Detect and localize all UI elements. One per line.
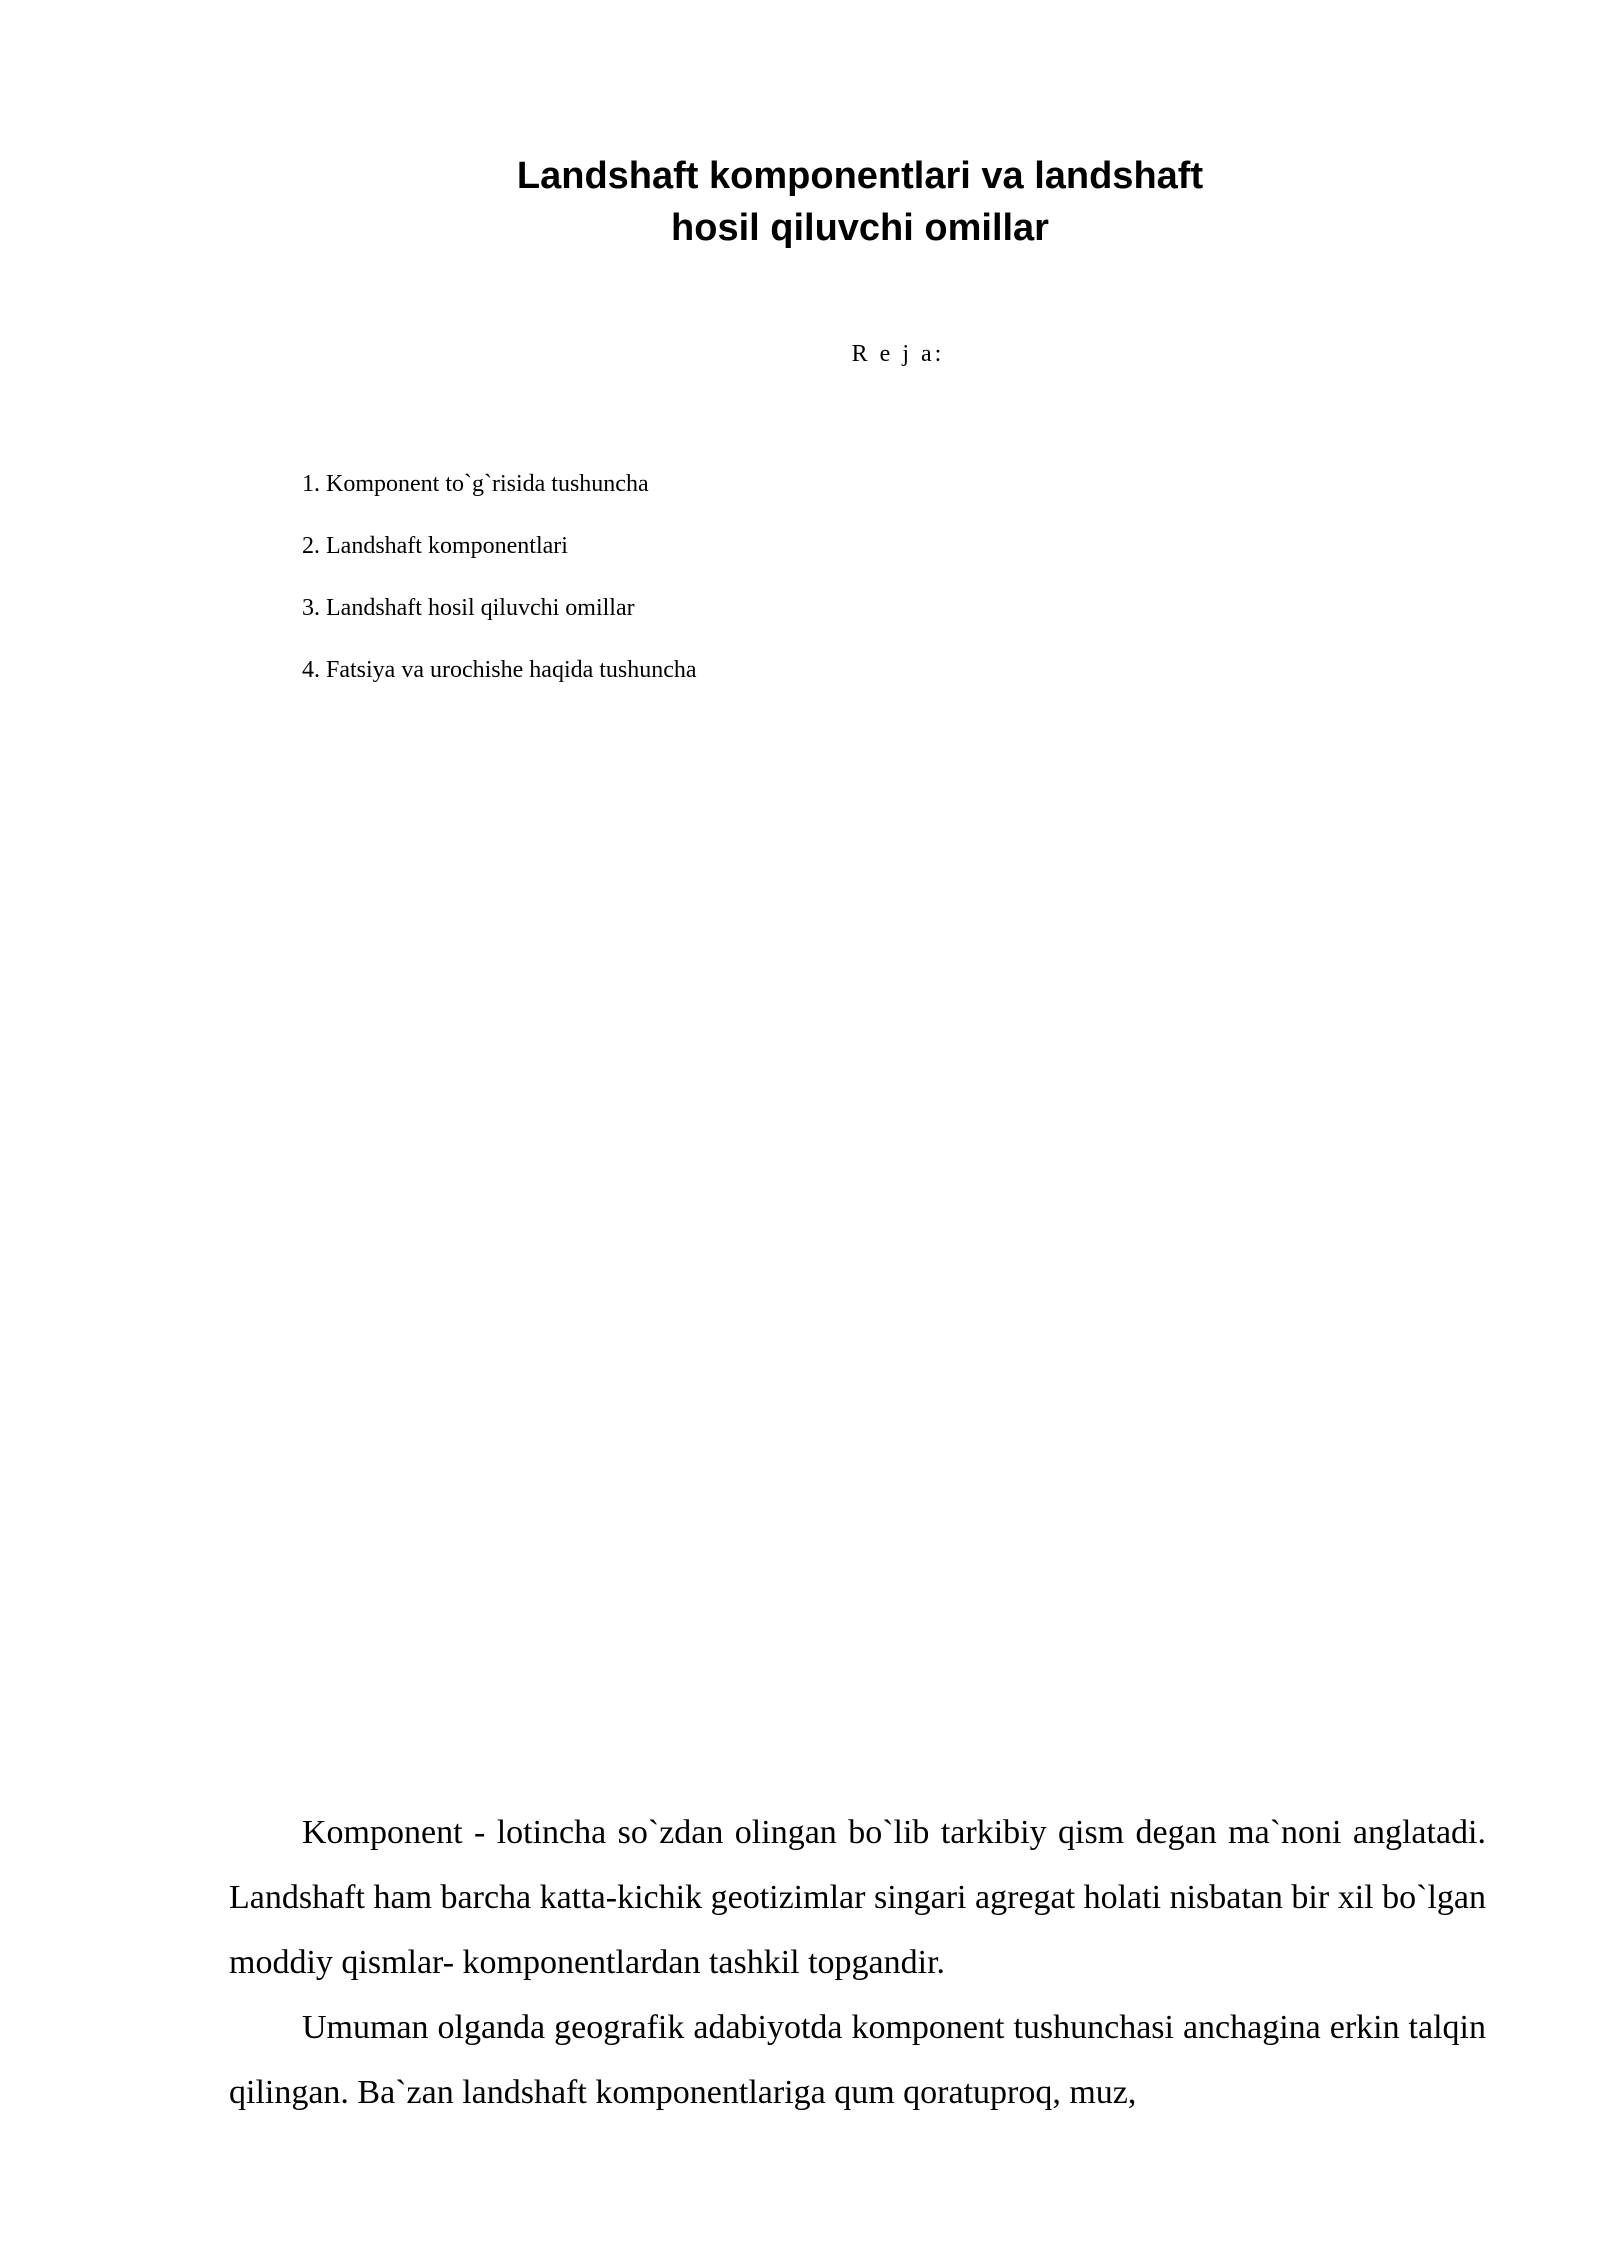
plan-item: 3. Landshaft hosil qiluvchi omillar <box>302 595 635 621</box>
plan-heading: R e j a: <box>851 341 945 367</box>
paragraph: Komponent - lotincha so`zdan olingan bo`lib tarkibiy qism degan ma`noni anglatadi. Landshaft ham barcha katta-kichik geotizimlar singari agregat holati nisbatan bir xil bo`lgan moddiy qismlar- komponentlardan tashkil topgandir. <box>229 1814 1486 1981</box>
plan-item: 4. Fatsiya va urochishe haqida tushuncha <box>302 657 697 683</box>
document-title <box>0 150 1600 254</box>
body-text <box>229 1800 1486 2125</box>
paragraph: Umuman olganda geografik adabiyotda komponent tushunchasi anchagina erkin talqin qilingan. Ba`zan landshaft komponentlariga qum qoratuproq, muz, <box>229 2009 1486 2111</box>
plan-item: 1. Komponent to`g`risida tushuncha <box>302 471 649 497</box>
plan-list <box>302 468 697 716</box>
document-title-line-1: Landshaft komponentlari va landshaft <box>516 155 1204 197</box>
plan-item: 2. Landshaft komponentlari <box>302 533 568 559</box>
document-title-line-2: hosil qiluvchi omillar <box>671 207 1049 249</box>
